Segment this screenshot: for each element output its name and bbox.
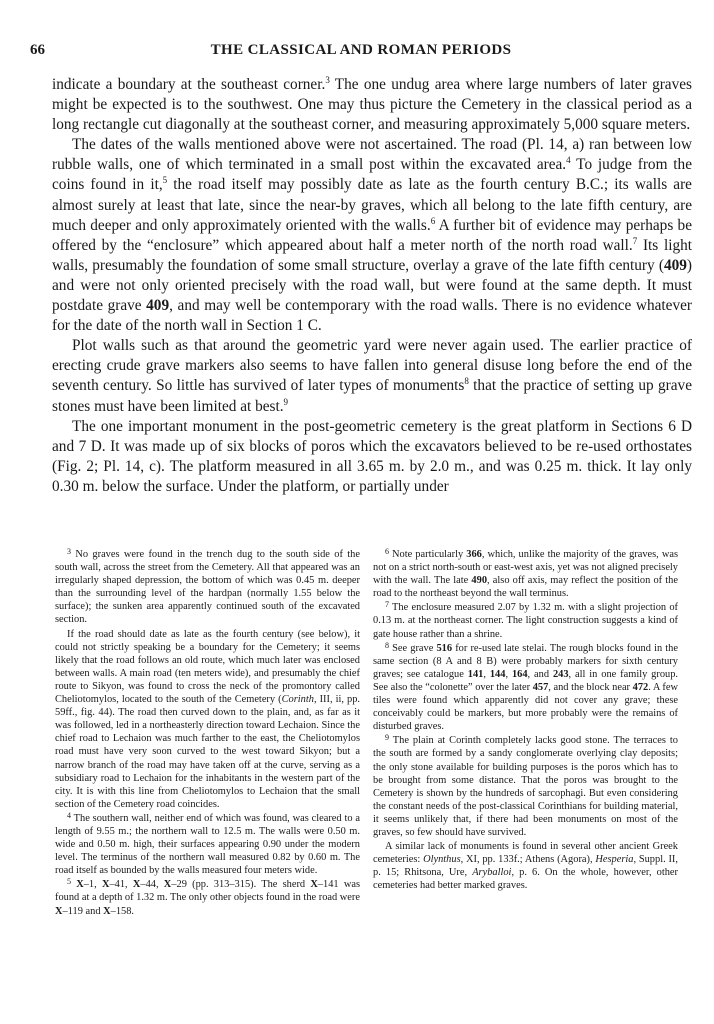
- text-run: –158.: [110, 905, 135, 917]
- text-run: The dates of the walls mentioned above were not ascertained. The road (Pl. 14, a) ran between low rubble walls, one of which terminated in a small post within the excavated area.: [52, 136, 692, 174]
- text-run: ,: [505, 668, 512, 680]
- italic-text: Olynthus: [423, 854, 461, 866]
- text-run: that the practice of setting up grave stones must have been limited at best.: [52, 377, 692, 415]
- footnote-ref: 3: [325, 75, 330, 85]
- text-run: –1,: [83, 879, 102, 891]
- footnote-ref: 9: [283, 396, 289, 407]
- text-run: –41,: [109, 879, 133, 891]
- footnote: [373, 601, 678, 640]
- text-run: , p. 6. On the whole, however, other cemeteries had better marked graves.: [373, 867, 678, 892]
- bold-text: 409: [663, 256, 687, 274]
- text-run: The enclosure measured 2.07 by 1.32 m. with a slight projection of 0.13 m. at the northeast corner. The light construction suggests a kind of gate house rather than a shrine.: [373, 602, 678, 640]
- bold-text: 141: [467, 668, 484, 680]
- footnote-number: 3: [67, 547, 71, 556]
- text-run: ) and were not only oriented precisely with the road wall, but were found at the same depth. It must postdate grave: [52, 256, 692, 315]
- footnote-ref: 5: [162, 175, 168, 186]
- text-run: The plain at Corinth completely lacks good stone. The terraces to the south are formed by a sandy conglomerate overlying clay deposits; the only stone available for building purposes is the poros which has to be brought from some distance. That the poros was brought to the Cemetery is shown by the hundreds of sarcophagi. But even considering the constant needs of the post-classical Corinthians for building material, it seems unlikely that, if there had been monuments on most of the graves, so few should have survived.: [373, 735, 678, 838]
- italic-text: Corinth: [281, 694, 314, 706]
- footnotes-right-column: [373, 548, 678, 893]
- bold-text: 472: [632, 681, 649, 693]
- text-run: –29 (pp. 313–315). The sherd: [171, 879, 311, 891]
- footnote-number: 4: [67, 810, 71, 820]
- bold-text: 409: [146, 297, 170, 315]
- footnote-number: 7: [385, 600, 389, 610]
- bold-text: X: [132, 879, 141, 891]
- text-run: –141 was found at a depth of 1.32 m. The only other objects found in the road were: [55, 879, 361, 904]
- text-run: To judge from the coins found in it,: [52, 156, 692, 194]
- footnote: [373, 548, 678, 600]
- footnote-number: 9: [385, 733, 389, 743]
- paragraph: [52, 336, 692, 416]
- text-run: the road itself may possibly date as late as the fourth century B.C.; its walls are almost surely at least that late, since the near-by graves, which all belong to the late fifth century, are much deeper and only approximately oriented with the walls.: [52, 176, 692, 234]
- text-run: See grave: [389, 642, 437, 654]
- text-run: Its light walls, presumably the foundation of some small structure, overlay a grave of the late fifth century (: [52, 236, 692, 274]
- text-run: ,: [483, 668, 490, 680]
- footnote-number: 8: [385, 640, 389, 650]
- page-header: [30, 42, 692, 66]
- paragraph: [52, 135, 692, 336]
- bold-text: X: [76, 879, 84, 891]
- footnote: [55, 628, 360, 811]
- text-run: If the road should date as late as the fourth century (see below), it could not strictly speaking be a boundary for the Cemetery; it seems likely that the road follows an old route, which much later was enclosed between walls. A main road (ten meters wide), and presumably the chief route to Sikyon, was found to cross the neck of the promontory called Cheliotomylos, located to the south of the Cemetery (: [55, 628, 360, 706]
- text-run: The one important monument in the post-geometric cemetery is the great platform in Sections 6 D and 7 D. It was made up of six blocks of poros which the excavators believed to be re-used orthostates (Fig. 2; Pl. 14, c). The platform measured in all 3.65 m. by 2.0 m., and was 0.25 m. thick. It lay only 0.30 m. below the surface. Under the platform, or partially under: [52, 417, 692, 495]
- bold-text: X: [103, 905, 111, 917]
- footnote: [55, 548, 360, 627]
- text-run: , also off axis, may reflect the position of the road to the northeast beyond the wall terminus.: [373, 575, 678, 600]
- bold-text: X: [101, 879, 110, 891]
- text-run: –119 and: [62, 905, 104, 917]
- bold-text: 243: [552, 668, 569, 680]
- text-run: Note particularly: [389, 549, 467, 560]
- footnote-number: 6: [385, 547, 389, 556]
- text-run: , Suppl. II, p. 15; Rhitsona, Ure,: [373, 854, 678, 879]
- running-head: THE CLASSICAL AND ROMAN PERIODS: [210, 42, 512, 58]
- text-run: . A few tiles were found which apparently did not cover any grave; these conceivably could be markers, but more probably were the remains of disturbed graves.: [373, 681, 678, 733]
- text-run: The one undug area where large numbers of later graves might be expected is to the southwest. One may thus picture the Cemetery in the classical period as a long rectangle cut diagonally at the southeast corner, and measuring approximately 5,000 square meters.: [52, 76, 692, 134]
- bold-text: 516: [436, 642, 453, 654]
- footnote: [55, 878, 360, 917]
- paragraph: [52, 417, 692, 497]
- text-run: –44,: [140, 879, 164, 891]
- text-run: The southern wall, neither end of which was found, was cleared to a length of 9.55 m.; the northern wall to 12.5 m. The walls were 0.50 m. wide and 0.50 m. high, their surfaces appearing 0.90 under the modern level. The terminus of the northern wall measured 0.82 by 0.60 m. The road itself as bounded by the walls measured four meters wide.: [55, 812, 360, 877]
- text-run: , III, ii, pp. 59ff., fig. 44). The road then curved down to the plain, and, as far as it was followed, led in a northeasterly direction toward Lechaion. Since the chief road to Lechaion was much farther to the east, the Cheliotomylos road must have very soon curved to the west toward Sikyon; but a narrow branch of the road may have taken off at the curve, serving as a subsidiary road to Lechaion for the inhabitants in the western part of the city. It is with this line from Cheliotomylos to Lechaion that the small section of the Cemetery road coincides.: [55, 694, 360, 810]
- bold-text: X: [163, 879, 172, 891]
- bold-text: 164: [511, 668, 528, 680]
- footnote: [373, 840, 678, 892]
- italic-text: Hesperia: [595, 854, 634, 866]
- text-run: for re-used late stelai. The rough blocks found in the same section (8 A and 8 B) were probably markers for sixth century graves; see catalogue: [373, 642, 678, 680]
- body-text: [52, 75, 692, 497]
- italic-text: Aryballoi: [472, 867, 512, 879]
- footnote-ref: 8: [464, 376, 469, 387]
- text-run: A further bit of evidence may perhaps be offered by the “enclosure” which appeared about half a meter north of the north road wall.: [52, 216, 692, 254]
- page-number: 66: [30, 42, 45, 58]
- footnote-ref: 6: [430, 215, 436, 226]
- text-run: , all in one family group. See also the “colonette” over the later: [373, 668, 679, 693]
- footnotes-left-column: [55, 548, 360, 919]
- paragraph: [52, 75, 692, 135]
- text-run: No graves were found in the trench dug to the south side of the south wall, across the street from the Cemetery. All that appeared was an irregularly shaped depression, the bottom of which was 0.45 m. deeper than the surrounding level of the hardpan (normally 1.55 below the surface); the sunken area apparently continued south of the excavated section.: [55, 549, 360, 626]
- footnote: [373, 734, 678, 839]
- footnote-ref: 4: [566, 155, 571, 166]
- text-run: Plot walls such as that around the geometric yard were never again used. The earlier practice of erecting crude grave markers also seems to have fallen into general disuse long before the end of the seventh century. So little has survived of later types of monuments: [52, 337, 692, 395]
- bold-text: 366: [466, 549, 482, 560]
- bold-text: X: [55, 905, 63, 917]
- text-run: indicate a boundary at the southeast corner.: [52, 76, 326, 93]
- footnote: [55, 812, 360, 877]
- text-run: , and: [527, 668, 553, 680]
- text-run: , which, unlike the majority of the graves, was not on a strict north-south or east-west axis, yet was not aligned precisely with the wall. The late: [373, 549, 679, 587]
- bold-text: X: [310, 879, 318, 891]
- footnote-number: 5: [67, 877, 71, 887]
- text-run: , XI, pp. 133f.; Athens (Agora),: [460, 854, 596, 866]
- text-run: , and the block near: [548, 681, 633, 693]
- bold-text: 490: [471, 575, 488, 587]
- footnote-ref: 7: [632, 235, 638, 246]
- bold-text: 144: [489, 668, 506, 680]
- footnote: [373, 642, 678, 734]
- text-run: A similar lack of monuments is found in several other ancient Greek cemeteries:: [373, 841, 678, 866]
- text-run: , and may well be contemporary with the road walls. There is no evidence whatever for the date of the north wall in Section 1 C.: [52, 297, 692, 335]
- bold-text: 457: [532, 681, 549, 693]
